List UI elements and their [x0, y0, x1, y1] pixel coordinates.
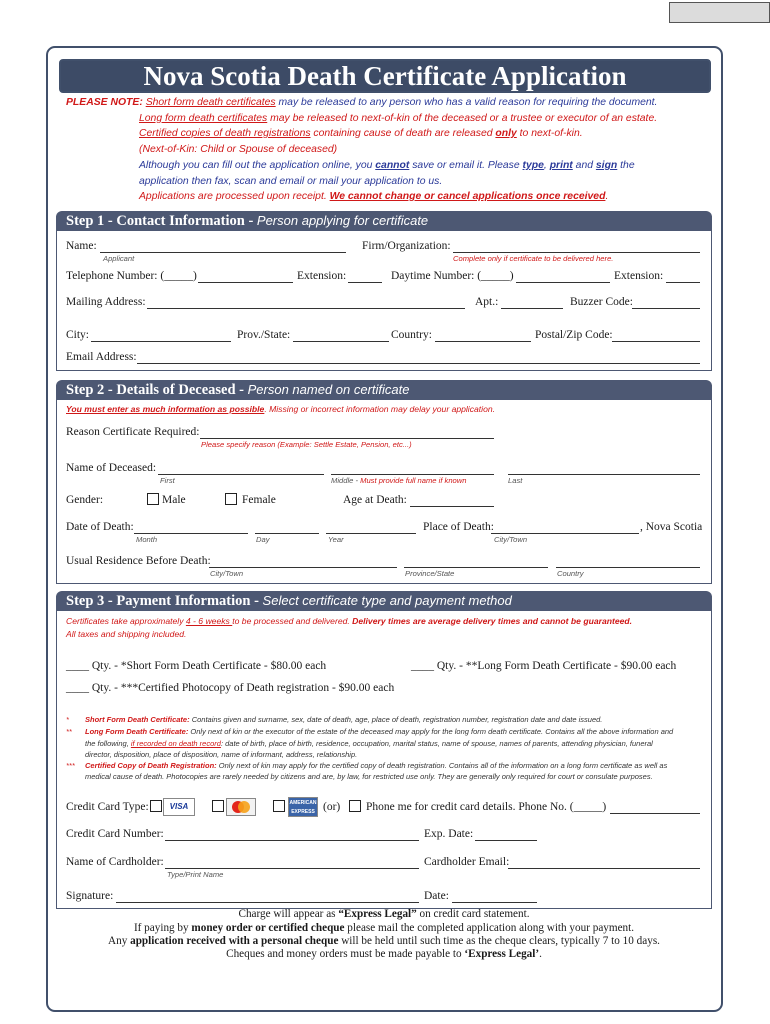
extension2-label: Extension:	[614, 270, 664, 282]
footnote-2-line-3: director, disposition, place of disposition, name of informant, address, relationship.	[85, 750, 358, 759]
cc-number-label: Credit Card Number:	[66, 828, 164, 840]
gender-label: Gender:	[66, 494, 104, 506]
notes-line-5-b: save or email it. Please	[409, 160, 523, 171]
cardholder-email-field[interactable]	[508, 868, 700, 869]
cc-type-label: Credit Card Type:	[66, 801, 149, 813]
step2-warning	[66, 404, 495, 414]
footnote-3	[66, 761, 667, 770]
signature-field[interactable]	[116, 902, 419, 903]
step3-subtitle: Select certificate type and payment method	[262, 593, 512, 608]
date-of-death-label: Date of Death:	[66, 521, 134, 533]
processing-note	[66, 616, 632, 626]
nova-scotia-label: , Nova Scotia	[640, 521, 703, 533]
step2-title: Step 2 - Details of Deceased -	[66, 382, 248, 398]
buzzer-field[interactable]	[632, 308, 700, 309]
fn1-mark: *	[66, 715, 69, 724]
footer-4c: .	[539, 948, 542, 960]
step2-header	[56, 380, 712, 400]
exp-date-field[interactable]	[475, 840, 537, 841]
citytown-hint: City/Town	[494, 535, 528, 544]
daytime-label: Daytime Number: (_____)	[391, 270, 514, 282]
page-title: Nova Scotia Death Certificate Application	[59, 59, 711, 93]
reason-label: Reason Certificate Required:	[66, 426, 200, 438]
footer-2b: money order or certified cheque	[191, 922, 345, 934]
short-form-link: Short form death certificates	[145, 97, 276, 108]
sig-date-field[interactable]	[452, 902, 537, 903]
footer-3a: Any	[108, 935, 131, 947]
notes-line-2	[139, 113, 657, 124]
type-print-hint: Type/Print Name	[167, 870, 224, 879]
notes-line-3	[139, 128, 583, 139]
notes-line-5-a: Although you can fill out the application online, you	[139, 160, 376, 171]
year-hint: Year	[328, 535, 344, 544]
male-label: Male	[162, 494, 186, 506]
footer-line-3	[56, 935, 712, 947]
fn3-text: Only next of kin may apply for the certified copy of death registration. Contains all of the information on a long form certificate as well as	[216, 761, 668, 770]
footer-line-2	[56, 922, 712, 934]
step1-subtitle: Person applying for certificate	[256, 213, 429, 228]
middle-hint-text: Middle -	[331, 476, 361, 485]
notes-line-6: application then fax, scan and email or mail your application to us.	[139, 176, 443, 187]
city-label: City:	[66, 329, 90, 341]
firm-label: Firm/Organization:	[362, 240, 451, 252]
email-field[interactable]	[137, 363, 700, 364]
cardholder-label: Name of Cardholder:	[66, 856, 164, 868]
first-hint: First	[160, 476, 175, 485]
step2-subtitle: Person named on certificate	[247, 382, 410, 397]
footnote-1	[66, 715, 602, 724]
signature-label: Signature:	[66, 890, 114, 902]
notes-line-5-c: ,	[543, 160, 550, 171]
qty-certified-copy[interactable]: ____ Qty. - ***Certified Photocopy of Death registration - $90.00 each	[66, 682, 395, 694]
residence-prov-field[interactable]	[404, 567, 548, 568]
country-field[interactable]	[435, 341, 531, 342]
footer-4a: Cheques and money orders must be made payable to	[226, 948, 465, 960]
extension-field[interactable]	[348, 282, 382, 283]
cardholder-field[interactable]	[165, 868, 419, 869]
telephone-field[interactable]	[198, 282, 293, 283]
type-text: type	[522, 160, 544, 171]
mailing-label: Mailing Address:	[66, 296, 146, 308]
apt-label: Apt.:	[475, 296, 499, 308]
middle-hint-red: Must provide full name if known	[360, 476, 467, 485]
male-checkbox[interactable]	[147, 493, 159, 505]
qty-short-form[interactable]: ____ Qty. - *Short Form Death Certificate - $80.00 each	[66, 660, 327, 672]
fn2-title: Long Form Death Certificate:	[85, 727, 189, 736]
fn1-text: Contains given and surname, sex, date of death, age, place of death, registration number, registration date and date issued.	[189, 715, 603, 724]
death-year-field[interactable]	[326, 533, 416, 534]
postal-label: Postal/Zip Code:	[535, 329, 613, 341]
footnote-2-line-2	[85, 739, 653, 748]
city-field[interactable]	[91, 341, 231, 342]
fn3-mark: ***	[66, 761, 75, 770]
fn2-line2-b: : date of birth, place of birth, residence, occupation, marital status, name of spouse, names of parents, attending physician, funeral	[220, 739, 653, 748]
please-note-label: PLEASE NOTE	[66, 97, 140, 108]
processing-weeks: 4 - 6 weeks	[185, 616, 233, 626]
place-of-death-label: Place of Death:	[423, 521, 494, 533]
deceased-name-label: Name of Deceased:	[66, 462, 157, 474]
prov-label: Prov./State:	[237, 329, 291, 341]
or-label: (or)	[323, 801, 341, 813]
res-country-hint: Country	[557, 569, 584, 578]
visa-logo: VISA	[163, 798, 195, 816]
apt-field[interactable]	[501, 308, 563, 309]
step3-title: Step 3 - Payment Information -	[66, 593, 263, 609]
footer-1b: “Express Legal”	[338, 908, 417, 920]
buzzer-label: Buzzer Code:	[570, 296, 633, 308]
notes-line-5-e: the	[617, 160, 635, 171]
notes-line-1: PLEASE NOTE: Short form death certificates may be released to any person who has a valid reason for requiring the document.	[66, 97, 658, 108]
warning-bold: You must enter as much information as possible	[66, 404, 265, 414]
cannot-change-text: We cannot change or cancel applications once received	[329, 191, 606, 202]
sign-text: sign	[595, 160, 618, 171]
notes-line-4: (Next-of-Kin: Child or Spouse of deceased)	[139, 144, 338, 155]
age-field[interactable]	[410, 506, 494, 507]
mastercard-logo	[226, 798, 256, 816]
footer-2a: If paying by	[133, 922, 192, 934]
res-prov-hint: Province/State	[405, 569, 455, 578]
print-text: print	[549, 160, 573, 171]
step1-title: Step 1 - Contact Information -	[66, 213, 257, 229]
notes-line-5-d: and	[572, 160, 596, 171]
amex-checkbox[interactable]	[273, 800, 285, 812]
notes-line-3-end: to next-of-kin.	[516, 128, 583, 139]
fn2-mark: **	[66, 727, 72, 736]
country-label: Country:	[391, 329, 432, 341]
middle-hint	[331, 476, 467, 485]
long-form-link: Long form death certificates	[139, 113, 268, 124]
mastercard-icon	[227, 800, 255, 814]
death-day-field[interactable]	[255, 533, 319, 534]
step1-header	[56, 211, 712, 231]
sig-date-label: Date:	[424, 890, 449, 902]
notes-line-5	[139, 160, 635, 171]
reason-field[interactable]	[200, 438, 494, 439]
first-name-field[interactable]	[158, 474, 324, 475]
prov-field[interactable]	[293, 341, 389, 342]
visa-checkbox[interactable]	[150, 800, 162, 812]
footer-line-1	[56, 908, 712, 920]
step3-header	[56, 591, 712, 611]
exp-date-label: Exp. Date:	[424, 828, 474, 840]
qty-long-form[interactable]: ____ Qty. - **Long Form Death Certificate - $90.00 each	[411, 660, 677, 672]
footer-1c: on credit card statement.	[416, 908, 530, 920]
reason-hint: Please specify reason (Example: Settle Estate, Pension, etc...)	[201, 440, 412, 449]
firm-hint: Complete only if certificate to be delivered here.	[453, 254, 614, 263]
residence-country-field[interactable]	[556, 567, 700, 568]
res-city-hint: City/Town	[210, 569, 244, 578]
death-month-field[interactable]	[134, 533, 248, 534]
cannot-text: cannot	[375, 160, 410, 171]
processing-c: Delivery times are average delivery times and cannot be guaranteed.	[352, 616, 633, 626]
female-label: Female	[242, 494, 276, 506]
notes-line-3-text: containing cause of death are released	[310, 128, 496, 139]
daytime-field[interactable]	[516, 282, 610, 283]
certified-copies-link: Certified copies of death registrations	[139, 128, 311, 139]
residence-label: Usual Residence Before Death:	[66, 555, 211, 567]
phone-me-checkbox[interactable]	[349, 800, 361, 812]
firm-field[interactable]	[453, 252, 700, 253]
notes-line-7-c: .	[605, 191, 609, 202]
fn2-line2-u: if recorded on death record	[130, 739, 221, 748]
footer-3b: application received with a personal cheque	[130, 935, 339, 947]
place-of-death-field[interactable]	[491, 533, 639, 534]
notes-line-7-a: Applications are processed upon receipt.	[139, 191, 330, 202]
amex-logo: AMERICAN EXPRESS	[288, 797, 318, 817]
notes-line-1-text: may be released to any person who has a valid reason for requiring the document.	[275, 97, 658, 108]
notes-line-2-text: may be released to next-of-kin of the deceased or a trustee or executor of an estate.	[267, 113, 658, 124]
footer-line-4	[56, 948, 712, 960]
extension2-field[interactable]	[666, 282, 700, 283]
phone-me-field[interactable]	[610, 813, 700, 814]
notes-line-7	[139, 191, 608, 202]
email-label: Email Address:	[66, 351, 137, 363]
cardholder-email-label: Cardholder Email:	[424, 856, 510, 868]
fn1-title: Short Form Death Certificate:	[85, 715, 190, 724]
mailing-field[interactable]	[147, 308, 465, 309]
footnote-2	[66, 727, 673, 736]
footer-2c: please mail the completed application along with your payment.	[344, 922, 635, 934]
taxes-note: All taxes and shipping included.	[66, 629, 187, 639]
extension-label: Extension:	[297, 270, 347, 282]
middle-name-field[interactable]	[331, 474, 494, 475]
footer-3c: will be held until such time as the cheque clears, typically 7 to 10 days.	[338, 935, 660, 947]
footer-1a: Charge will appear as	[238, 908, 339, 920]
only-text: only	[495, 128, 517, 139]
top-action-button[interactable]	[669, 2, 770, 23]
cc-number-field[interactable]	[165, 840, 419, 841]
month-hint: Month	[136, 535, 158, 544]
processing-b: to be processed and delivered.	[232, 616, 353, 626]
name-field[interactable]	[100, 252, 346, 253]
residence-city-field[interactable]	[209, 567, 397, 568]
age-label: Age at Death:	[343, 494, 407, 506]
fn2-line2-a: the following,	[85, 739, 131, 748]
name-label: Name:	[66, 240, 97, 252]
phone-me-label: Phone me for credit card details. Phone No. (_____)	[366, 801, 607, 813]
last-hint: Last	[508, 476, 523, 485]
applicant-hint: Applicant	[103, 254, 135, 263]
processing-a: Certificates take approximately	[66, 616, 186, 626]
day-hint: Day	[256, 535, 270, 544]
telephone-label: Telephone Number: (_____)	[66, 270, 197, 282]
footer-4b: ‘Express Legal’	[464, 948, 540, 960]
mastercard-checkbox[interactable]	[212, 800, 224, 812]
postal-field[interactable]	[612, 341, 700, 342]
female-checkbox[interactable]	[225, 493, 237, 505]
warning-rest: . Missing or incorrect information may delay your application.	[264, 404, 496, 414]
last-name-field[interactable]	[508, 474, 700, 475]
fn3-title: Certified Copy of Death Registration:	[85, 761, 217, 770]
fn2-text: Only next of kin or the executor of the estate of the deceased may apply for the long form death certificate. Contains all the above information and	[188, 727, 674, 736]
footnote-3-line-2: medical cause of death. Photocopies are rarely needed by citizens and are, by law, for restricted use only. They are generally only required for court or consulate purposes.	[85, 772, 653, 781]
